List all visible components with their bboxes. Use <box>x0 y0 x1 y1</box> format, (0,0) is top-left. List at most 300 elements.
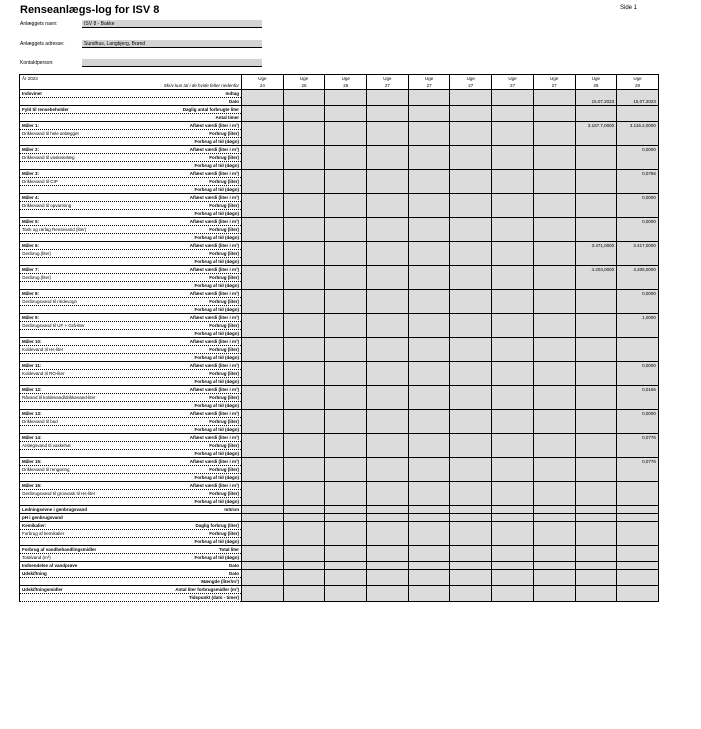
value-cell[interactable] <box>325 402 367 410</box>
value-cell[interactable] <box>408 546 450 554</box>
value-cell[interactable] <box>325 130 367 138</box>
value-cell[interactable] <box>617 322 659 330</box>
value-cell[interactable] <box>283 586 325 594</box>
value-cell[interactable] <box>575 234 617 242</box>
value-cell[interactable] <box>617 418 659 426</box>
value-cell[interactable] <box>325 426 367 434</box>
value-cell[interactable] <box>283 418 325 426</box>
value-cell[interactable] <box>575 594 617 602</box>
value-cell[interactable] <box>492 426 534 434</box>
value-cell[interactable] <box>242 466 284 474</box>
value-cell[interactable] <box>450 130 492 138</box>
value-cell[interactable] <box>408 418 450 426</box>
value-cell[interactable] <box>325 522 367 530</box>
value-cell[interactable] <box>492 386 534 394</box>
value-cell[interactable] <box>408 490 450 498</box>
value-cell[interactable] <box>325 418 367 426</box>
value-cell[interactable] <box>367 306 409 314</box>
value-cell[interactable] <box>408 394 450 402</box>
value-cell[interactable] <box>492 122 534 130</box>
value-cell[interactable]: 1,0000 <box>617 314 659 322</box>
value-cell[interactable] <box>242 146 284 154</box>
value-cell[interactable] <box>450 570 492 578</box>
value-cell[interactable] <box>492 370 534 378</box>
value-cell[interactable] <box>450 554 492 562</box>
value-cell[interactable] <box>492 154 534 162</box>
value-cell[interactable] <box>492 114 534 122</box>
value-cell[interactable] <box>367 250 409 258</box>
value-cell[interactable] <box>242 386 284 394</box>
value-cell[interactable] <box>283 434 325 442</box>
value-cell[interactable] <box>367 450 409 458</box>
value-cell[interactable] <box>283 98 325 106</box>
value-cell[interactable] <box>450 594 492 602</box>
value-cell[interactable] <box>242 490 284 498</box>
value-cell[interactable] <box>617 330 659 338</box>
value-cell[interactable] <box>575 530 617 538</box>
value-cell[interactable] <box>450 482 492 490</box>
value-cell[interactable] <box>242 450 284 458</box>
value-cell[interactable] <box>492 538 534 546</box>
value-cell[interactable] <box>617 474 659 482</box>
value-cell[interactable] <box>617 210 659 218</box>
value-cell[interactable] <box>450 226 492 234</box>
value-cell[interactable] <box>408 226 450 234</box>
value-cell[interactable] <box>492 106 534 114</box>
value-cell[interactable] <box>450 434 492 442</box>
value-cell[interactable] <box>533 386 575 394</box>
value-cell[interactable] <box>283 210 325 218</box>
value-cell[interactable] <box>450 106 492 114</box>
value-cell[interactable] <box>367 234 409 242</box>
value-cell[interactable] <box>408 474 450 482</box>
value-cell[interactable] <box>325 90 367 98</box>
value-cell[interactable] <box>533 418 575 426</box>
value-cell[interactable] <box>575 210 617 218</box>
value-cell[interactable] <box>492 298 534 306</box>
value-cell[interactable] <box>367 402 409 410</box>
value-cell[interactable] <box>533 586 575 594</box>
value-cell[interactable] <box>242 330 284 338</box>
value-cell[interactable] <box>617 138 659 146</box>
value-cell[interactable] <box>283 362 325 370</box>
value-cell[interactable] <box>617 586 659 594</box>
value-cell[interactable] <box>325 450 367 458</box>
value-cell[interactable] <box>242 130 284 138</box>
value-cell[interactable] <box>575 90 617 98</box>
value-cell[interactable] <box>408 234 450 242</box>
value-cell[interactable] <box>450 402 492 410</box>
value-cell[interactable] <box>533 218 575 226</box>
value-cell[interactable] <box>450 562 492 570</box>
value-cell[interactable] <box>533 266 575 274</box>
value-cell[interactable] <box>492 546 534 554</box>
value-cell[interactable] <box>242 194 284 202</box>
value-cell[interactable] <box>408 554 450 562</box>
value-cell[interactable] <box>242 186 284 194</box>
value-cell[interactable] <box>575 474 617 482</box>
value-cell[interactable] <box>575 298 617 306</box>
value-cell[interactable] <box>617 186 659 194</box>
value-cell[interactable] <box>533 394 575 402</box>
value-cell[interactable]: 0,0776 <box>617 458 659 466</box>
value-cell[interactable] <box>575 226 617 234</box>
value-cell[interactable] <box>367 418 409 426</box>
value-cell[interactable] <box>283 426 325 434</box>
value-cell[interactable] <box>533 98 575 106</box>
value-cell[interactable] <box>617 378 659 386</box>
value-cell[interactable] <box>325 466 367 474</box>
value-cell[interactable] <box>408 458 450 466</box>
value-cell[interactable] <box>492 282 534 290</box>
value-cell[interactable] <box>283 506 325 514</box>
value-cell[interactable] <box>533 258 575 266</box>
value-cell[interactable] <box>450 346 492 354</box>
value-cell[interactable] <box>283 522 325 530</box>
value-cell[interactable] <box>575 202 617 210</box>
value-cell[interactable] <box>533 458 575 466</box>
value-cell[interactable] <box>408 258 450 266</box>
value-cell[interactable] <box>575 306 617 314</box>
value-cell[interactable] <box>408 194 450 202</box>
value-cell[interactable] <box>242 410 284 418</box>
value-cell[interactable] <box>575 506 617 514</box>
value-cell[interactable] <box>450 146 492 154</box>
value-cell[interactable] <box>450 138 492 146</box>
value-cell[interactable] <box>367 194 409 202</box>
value-cell[interactable] <box>367 442 409 450</box>
value-cell[interactable] <box>242 434 284 442</box>
value-cell[interactable] <box>325 250 367 258</box>
value-cell[interactable] <box>367 378 409 386</box>
value-cell[interactable] <box>325 530 367 538</box>
value-cell[interactable] <box>450 322 492 330</box>
value-cell[interactable] <box>325 330 367 338</box>
value-cell[interactable] <box>450 338 492 346</box>
value-cell[interactable] <box>283 306 325 314</box>
value-cell[interactable] <box>492 330 534 338</box>
value-cell[interactable] <box>617 594 659 602</box>
value-cell[interactable] <box>408 170 450 178</box>
value-cell[interactable] <box>367 538 409 546</box>
value-cell[interactable]: 4.206,0000 <box>617 266 659 274</box>
value-cell[interactable] <box>575 330 617 338</box>
value-cell[interactable] <box>450 98 492 106</box>
value-cell[interactable] <box>450 586 492 594</box>
value-cell[interactable] <box>533 186 575 194</box>
value-cell[interactable] <box>533 578 575 586</box>
value-cell[interactable] <box>367 170 409 178</box>
value-cell[interactable] <box>533 522 575 530</box>
value-cell[interactable] <box>325 410 367 418</box>
value-cell[interactable] <box>617 442 659 450</box>
value-cell[interactable]: 15.07.2023 <box>617 98 659 106</box>
value-cell[interactable] <box>242 250 284 258</box>
value-cell[interactable] <box>450 202 492 210</box>
value-cell[interactable] <box>617 394 659 402</box>
value-cell[interactable] <box>492 194 534 202</box>
value-cell[interactable] <box>283 146 325 154</box>
value-cell[interactable] <box>575 138 617 146</box>
value-cell[interactable] <box>242 90 284 98</box>
value-cell[interactable] <box>367 90 409 98</box>
value-cell[interactable] <box>575 346 617 354</box>
value-cell[interactable] <box>617 538 659 546</box>
value-cell[interactable] <box>283 226 325 234</box>
value-cell[interactable] <box>575 570 617 578</box>
value-cell[interactable] <box>617 90 659 98</box>
value-cell[interactable] <box>533 482 575 490</box>
value-cell[interactable] <box>617 114 659 122</box>
value-cell[interactable] <box>325 122 367 130</box>
value-cell[interactable] <box>492 402 534 410</box>
value-cell[interactable] <box>325 266 367 274</box>
value-cell[interactable] <box>408 306 450 314</box>
value-cell[interactable] <box>450 178 492 186</box>
value-cell[interactable]: 0,0776 <box>617 434 659 442</box>
value-cell[interactable] <box>242 266 284 274</box>
value-cell[interactable] <box>283 538 325 546</box>
value-cell[interactable] <box>242 362 284 370</box>
value-cell[interactable] <box>492 354 534 362</box>
value-cell[interactable] <box>450 474 492 482</box>
value-cell[interactable]: 0,0000 <box>617 362 659 370</box>
value-cell[interactable] <box>492 250 534 258</box>
value-cell[interactable] <box>283 298 325 306</box>
value-cell[interactable]: 0,0000 <box>617 290 659 298</box>
value-cell[interactable] <box>617 106 659 114</box>
value-cell[interactable] <box>492 410 534 418</box>
value-cell[interactable] <box>617 466 659 474</box>
value-cell[interactable] <box>325 314 367 322</box>
value-cell[interactable] <box>450 122 492 130</box>
value-cell[interactable]: 15.07.2023 <box>575 98 617 106</box>
value-cell[interactable] <box>283 498 325 506</box>
value-cell[interactable] <box>367 426 409 434</box>
value-cell[interactable] <box>492 242 534 250</box>
value-cell[interactable] <box>617 450 659 458</box>
value-cell[interactable] <box>283 114 325 122</box>
value-cell[interactable] <box>492 306 534 314</box>
value-cell[interactable] <box>450 490 492 498</box>
value-cell[interactable] <box>533 330 575 338</box>
value-cell[interactable] <box>533 106 575 114</box>
value-cell[interactable] <box>575 434 617 442</box>
value-cell[interactable] <box>283 394 325 402</box>
value-cell[interactable] <box>617 426 659 434</box>
value-cell[interactable] <box>367 474 409 482</box>
value-cell[interactable] <box>492 146 534 154</box>
value-cell[interactable] <box>325 570 367 578</box>
value-cell[interactable] <box>242 298 284 306</box>
value-cell[interactable] <box>283 322 325 330</box>
value-cell[interactable] <box>408 522 450 530</box>
value-cell[interactable] <box>450 194 492 202</box>
value-cell[interactable] <box>533 562 575 570</box>
value-cell[interactable] <box>408 98 450 106</box>
value-cell[interactable] <box>367 218 409 226</box>
value-cell[interactable] <box>408 466 450 474</box>
value-cell[interactable] <box>367 322 409 330</box>
value-cell[interactable] <box>450 354 492 362</box>
value-cell[interactable] <box>575 314 617 322</box>
value-cell[interactable] <box>367 466 409 474</box>
value-cell[interactable] <box>492 434 534 442</box>
value-cell[interactable] <box>575 554 617 562</box>
value-cell[interactable]: 0,0000 <box>617 218 659 226</box>
value-cell[interactable] <box>450 538 492 546</box>
value-cell[interactable] <box>408 314 450 322</box>
value-cell[interactable] <box>492 514 534 522</box>
value-cell[interactable] <box>575 378 617 386</box>
value-cell[interactable] <box>492 474 534 482</box>
value-cell[interactable] <box>325 162 367 170</box>
value-cell[interactable] <box>242 402 284 410</box>
value-cell[interactable] <box>283 530 325 538</box>
value-cell[interactable] <box>575 154 617 162</box>
value-cell[interactable] <box>283 242 325 250</box>
value-cell[interactable] <box>325 458 367 466</box>
value-cell[interactable] <box>492 418 534 426</box>
value-cell[interactable] <box>492 314 534 322</box>
value-cell[interactable] <box>575 522 617 530</box>
value-cell[interactable] <box>575 130 617 138</box>
value-cell[interactable] <box>533 202 575 210</box>
value-cell[interactable] <box>533 442 575 450</box>
value-cell[interactable] <box>408 354 450 362</box>
value-cell[interactable] <box>575 186 617 194</box>
value-cell[interactable] <box>408 426 450 434</box>
value-cell[interactable] <box>450 170 492 178</box>
value-cell[interactable] <box>408 386 450 394</box>
value-cell[interactable] <box>533 274 575 282</box>
value-cell[interactable] <box>242 98 284 106</box>
value-cell[interactable] <box>408 282 450 290</box>
value-cell[interactable] <box>367 570 409 578</box>
value-cell[interactable] <box>408 450 450 458</box>
value-cell[interactable] <box>450 258 492 266</box>
value-cell[interactable] <box>367 514 409 522</box>
value-cell[interactable] <box>367 386 409 394</box>
value-cell[interactable] <box>408 106 450 114</box>
value-cell[interactable] <box>492 90 534 98</box>
value-cell[interactable] <box>408 506 450 514</box>
value-cell[interactable] <box>617 178 659 186</box>
value-cell[interactable] <box>367 130 409 138</box>
value-cell[interactable] <box>492 170 534 178</box>
value-cell[interactable] <box>325 210 367 218</box>
value-cell[interactable] <box>367 490 409 498</box>
value-cell[interactable] <box>533 114 575 122</box>
value-cell[interactable] <box>242 498 284 506</box>
value-cell[interactable] <box>408 346 450 354</box>
value-cell[interactable] <box>325 98 367 106</box>
value-cell[interactable] <box>408 330 450 338</box>
value-cell[interactable] <box>325 138 367 146</box>
value-cell[interactable] <box>367 458 409 466</box>
value-cell[interactable] <box>617 554 659 562</box>
value-cell[interactable] <box>492 506 534 514</box>
value-cell[interactable] <box>492 218 534 226</box>
value-cell[interactable] <box>575 322 617 330</box>
value-cell[interactable] <box>367 562 409 570</box>
value-cell[interactable] <box>367 210 409 218</box>
value-cell[interactable] <box>283 578 325 586</box>
value-cell[interactable] <box>367 354 409 362</box>
value-cell[interactable] <box>242 202 284 210</box>
value-cell[interactable] <box>575 146 617 154</box>
value-cell[interactable] <box>325 482 367 490</box>
value-cell[interactable] <box>533 250 575 258</box>
value-cell[interactable] <box>242 522 284 530</box>
value-cell[interactable] <box>492 578 534 586</box>
value-cell[interactable] <box>242 314 284 322</box>
value-cell[interactable] <box>617 490 659 498</box>
value-cell[interactable] <box>450 90 492 98</box>
value-cell[interactable] <box>367 202 409 210</box>
value-cell[interactable] <box>617 250 659 258</box>
value-cell[interactable] <box>283 314 325 322</box>
value-cell[interactable] <box>283 474 325 482</box>
value-cell[interactable] <box>283 170 325 178</box>
value-cell[interactable] <box>367 362 409 370</box>
value-cell[interactable] <box>533 130 575 138</box>
value-cell[interactable] <box>325 114 367 122</box>
value-cell[interactable] <box>283 370 325 378</box>
value-cell[interactable] <box>283 178 325 186</box>
value-cell[interactable] <box>617 562 659 570</box>
value-cell[interactable] <box>367 258 409 266</box>
value-cell[interactable] <box>533 194 575 202</box>
value-cell[interactable] <box>617 546 659 554</box>
value-cell[interactable] <box>575 402 617 410</box>
value-cell[interactable] <box>325 554 367 562</box>
value-cell[interactable] <box>242 394 284 402</box>
value-cell[interactable] <box>283 130 325 138</box>
value-cell[interactable] <box>533 338 575 346</box>
value-cell[interactable] <box>283 218 325 226</box>
value-cell[interactable] <box>450 298 492 306</box>
value-cell[interactable] <box>242 554 284 562</box>
value-cell[interactable] <box>283 330 325 338</box>
value-cell[interactable] <box>408 322 450 330</box>
value-cell[interactable] <box>408 154 450 162</box>
value-cell[interactable] <box>408 434 450 442</box>
value-cell[interactable] <box>575 178 617 186</box>
value-cell[interactable] <box>450 522 492 530</box>
value-cell[interactable] <box>533 498 575 506</box>
value-cell[interactable] <box>492 594 534 602</box>
value-cell[interactable] <box>575 258 617 266</box>
value-cell[interactable] <box>575 370 617 378</box>
value-cell[interactable] <box>408 218 450 226</box>
value-cell[interactable] <box>242 154 284 162</box>
value-cell[interactable] <box>325 346 367 354</box>
value-cell[interactable] <box>533 354 575 362</box>
value-cell[interactable] <box>242 258 284 266</box>
value-cell[interactable] <box>492 338 534 346</box>
value-cell[interactable] <box>617 522 659 530</box>
value-cell[interactable] <box>283 258 325 266</box>
value-cell[interactable] <box>533 490 575 498</box>
value-cell[interactable] <box>492 202 534 210</box>
value-cell[interactable] <box>283 162 325 170</box>
value-cell[interactable] <box>533 466 575 474</box>
value-cell[interactable] <box>450 186 492 194</box>
value-cell[interactable] <box>325 338 367 346</box>
value-cell[interactable] <box>617 530 659 538</box>
value-cell[interactable] <box>408 570 450 578</box>
